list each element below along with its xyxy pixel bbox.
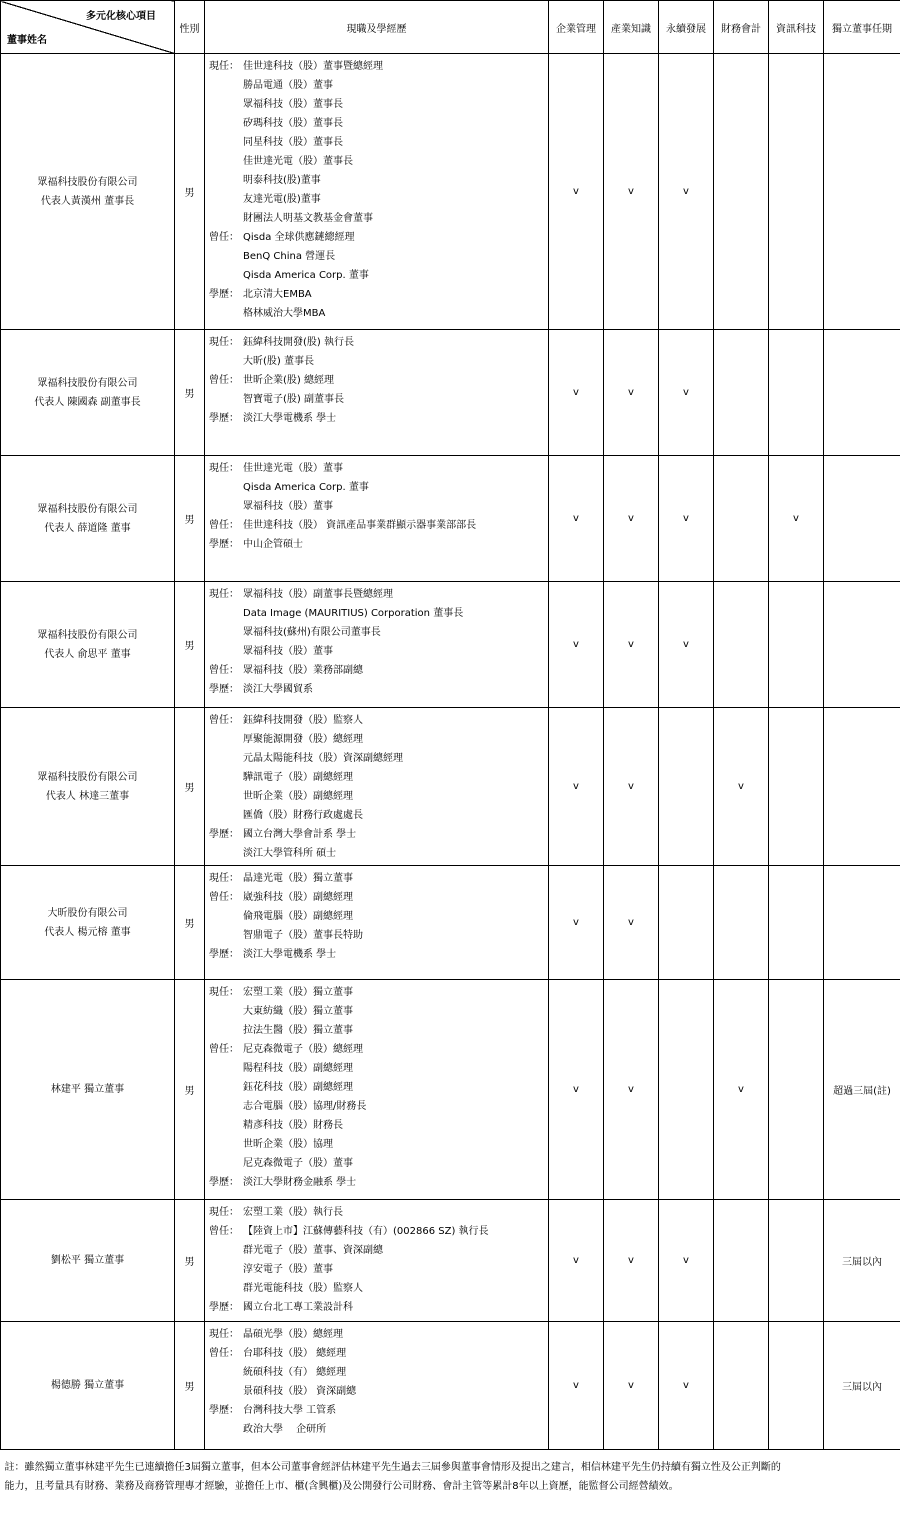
director-name-cell (1, 330, 175, 456)
experience-text: 匯僑（股）財務行政處處長 (243, 810, 363, 821)
information-technology-check (769, 54, 824, 330)
experience-line (209, 285, 548, 304)
experience-text: 尼克森微電子（股）董事 (243, 1158, 353, 1169)
information-technology-check (769, 1200, 824, 1322)
industry-knowledge-check: v (604, 582, 659, 708)
experience-text: 淡江大學電機系 學士 (243, 949, 336, 960)
experience-text: 拉法生醫（股）獨立董事 (243, 1025, 353, 1036)
industry-knowledge-check: v (604, 708, 659, 866)
experience-line (209, 1401, 548, 1420)
footnote-line: 能力，且考量具有財務、業務及商務管理專才經驗，並擔任上市、櫃(含興櫃)及公開發行公司財務、會計主管等累計8年以上資歷，能監督公司經營績效。 (5, 1477, 897, 1496)
director-representative: 代表人 林達三董事 (1, 787, 174, 806)
experience-line (209, 1222, 548, 1241)
business-management-check: v (549, 1322, 604, 1450)
experience-line (209, 371, 548, 390)
director-name-cell (1, 582, 175, 708)
finance-accounting-check (714, 866, 769, 980)
experience-line (209, 76, 548, 95)
experience-text: 鈺花科技（股）副總經理 (243, 1082, 353, 1093)
header-gender: 性別 (175, 1, 205, 54)
business-management-check: v (549, 866, 604, 980)
experience-line (209, 711, 548, 730)
industry-knowledge-check: v (604, 866, 659, 980)
experience-text: 眾福科技（股）業務部副總 (243, 665, 363, 676)
experience-cell (205, 980, 549, 1200)
experience-cell (205, 1200, 549, 1322)
experience-text: 統碩科技（有） 總經理 (243, 1367, 346, 1378)
experience-line (209, 1078, 548, 1097)
director-name-cell (1, 456, 175, 582)
experience-line (209, 1344, 548, 1363)
gender-cell: 男 (175, 330, 205, 456)
director-representative: 代表人 楊元榕 董事 (1, 923, 174, 942)
experience-text: 台灣科技大學 工管系 (243, 1405, 336, 1416)
information-technology-check (769, 1322, 824, 1450)
experience-line (209, 409, 548, 428)
experience-text: 世昕企業(股) 總經理 (243, 375, 334, 386)
experience-text: 佳世達科技（股）董事暨總經理 (243, 61, 383, 72)
experience-text: 志合電腦（股）協理/財務長 (243, 1101, 366, 1112)
experience-line (209, 516, 548, 535)
experience-line (209, 604, 548, 623)
experience-line (209, 661, 548, 680)
gender-cell: 男 (175, 54, 205, 330)
experience-text: 政治大學 企研所 (243, 1424, 326, 1435)
finance-accounting-check (714, 582, 769, 708)
director-name: 楊德勝 獨立董事 (1, 1376, 174, 1395)
table-row (1, 866, 900, 980)
experience-text: 淡江大學管科所 碩士 (243, 848, 336, 859)
director-representative: 代表人 薛道隆 董事 (1, 519, 174, 538)
experience-text: 世昕企業（股）副總經理 (243, 791, 353, 802)
experience-text: 鈺緯科技開發（股）監察人 (243, 715, 363, 726)
experience-text: 群光電子（股）董事、資深副總 (243, 1245, 383, 1256)
experience-label: 現任： (209, 1203, 243, 1222)
experience-cell (205, 330, 549, 456)
industry-knowledge-check: v (604, 1322, 659, 1450)
independent-term-cell (824, 708, 900, 866)
footnote (1, 1450, 900, 1514)
experience-text: 智寶電子(股) 副董事長 (243, 394, 344, 405)
experience-text: 佳世達科技（股） 資訊產品事業群顯示器事業部部長 (243, 520, 476, 531)
experience-line (209, 1260, 548, 1279)
experience-text: BenQ China 營運長 (243, 251, 335, 262)
experience-cell (205, 456, 549, 582)
experience-text: 眾福科技（股）副董事長暨總經理 (243, 589, 393, 600)
director-name: 眾福科技股份有限公司 (1, 626, 174, 645)
header-business-management: 企業管理 (549, 1, 604, 54)
industry-knowledge-check: v (604, 54, 659, 330)
director-representative: 代表人 陳國森 副董事長 (1, 393, 174, 412)
information-technology-check (769, 330, 824, 456)
experience-line (209, 623, 548, 642)
sustainability-check: v (659, 330, 714, 456)
experience-text: 國立台灣大學會計系 學士 (243, 829, 356, 840)
experience-line (209, 869, 548, 888)
experience-label: 曾任： (209, 228, 243, 247)
finance-accounting-check (714, 1322, 769, 1450)
finance-accounting-check: v (714, 980, 769, 1200)
experience-text: 智鼎電子（股）董事長特助 (243, 930, 363, 941)
experience-text: 財團法人明基文教基金會董事 (243, 213, 373, 224)
independent-term-cell: 超過三屆(註) (824, 980, 900, 1200)
experience-line (209, 114, 548, 133)
experience-label: 曾任： (209, 371, 243, 390)
experience-text: 鈺緯科技開發(股) 執行長 (243, 337, 354, 348)
business-management-check: v (549, 330, 604, 456)
experience-text: 北京清大EMBA (243, 289, 312, 300)
experience-label: 曾任： (209, 888, 243, 907)
experience-line (209, 844, 548, 863)
director-name: 劉松平 獨立董事 (1, 1251, 174, 1270)
independent-term-cell (824, 330, 900, 456)
director-name-cell (1, 866, 175, 980)
independent-term-cell (824, 456, 900, 582)
sustainability-check: v (659, 54, 714, 330)
director-name: 林建平 獨立董事 (1, 1080, 174, 1099)
experience-cell (205, 708, 549, 866)
experience-line (209, 680, 548, 699)
sustainability-check (659, 980, 714, 1200)
experience-label: 學歷： (209, 680, 243, 699)
independent-term-cell (824, 582, 900, 708)
experience-text: 佳世達光電（股）董事 (243, 463, 343, 474)
experience-line (209, 1325, 548, 1344)
finance-accounting-check (714, 1200, 769, 1322)
experience-label: 曾任： (209, 1344, 243, 1363)
experience-label: 曾任： (209, 711, 243, 730)
table-row (1, 456, 900, 582)
experience-line (209, 1298, 548, 1317)
experience-label: 現任： (209, 869, 243, 888)
experience-line (209, 1241, 548, 1260)
experience-text: 友達光電(股)董事 (243, 194, 321, 205)
director-name-cell (1, 708, 175, 866)
experience-label: 學歷： (209, 945, 243, 964)
header-information-technology: 資訊科技 (769, 1, 824, 54)
experience-line (209, 1382, 548, 1401)
footnote-line: 註：雖然獨立董事林建平先生已連續擔任3屆獨立董事，但本公司董事會經評估林建平先生過去三屆參與董事會情形及提出之建言，相信林建平先生仍持續有獨立性及公正判斷的 (5, 1458, 897, 1477)
independent-term-cell: 三屆以內 (824, 1200, 900, 1322)
experience-text: 大東紡織（股）獨立董事 (243, 1006, 353, 1017)
experience-label: 學歷： (209, 409, 243, 428)
experience-text: 群光電能科技（股）監察人 (243, 1283, 363, 1294)
header-experience: 現職及學經歷 (205, 1, 549, 54)
gender-cell: 男 (175, 456, 205, 582)
experience-label: 曾任： (209, 516, 243, 535)
experience-line (209, 825, 548, 844)
experience-text: 陽程科技（股）副總經理 (243, 1063, 353, 1074)
experience-label: 學歷： (209, 1401, 243, 1420)
sustainability-check: v (659, 456, 714, 582)
director-name-cell (1, 1322, 175, 1450)
experience-line (209, 133, 548, 152)
information-technology-check (769, 708, 824, 866)
industry-knowledge-check: v (604, 1200, 659, 1322)
experience-text: 同星科技（股）董事長 (243, 137, 343, 148)
experience-line (209, 1154, 548, 1173)
table-row (1, 980, 900, 1200)
experience-text: 世昕企業（股）協理 (243, 1139, 333, 1150)
experience-label: 曾任： (209, 1040, 243, 1059)
gender-cell: 男 (175, 1200, 205, 1322)
experience-label: 現任： (209, 333, 243, 352)
director-name-cell (1, 54, 175, 330)
experience-line (209, 1420, 548, 1439)
experience-line (209, 459, 548, 478)
experience-label: 曾任： (209, 661, 243, 680)
experience-line (209, 209, 548, 228)
experience-line (209, 497, 548, 516)
information-technology-check (769, 866, 824, 980)
business-management-check: v (549, 1200, 604, 1322)
gender-cell: 男 (175, 582, 205, 708)
header-finance-accounting: 財務會計 (714, 1, 769, 54)
experience-text: 淡江大學電機系 學士 (243, 413, 336, 424)
table-row (1, 1322, 900, 1450)
director-name-cell (1, 980, 175, 1200)
experience-line (209, 749, 548, 768)
information-technology-check (769, 980, 824, 1200)
gender-cell: 男 (175, 980, 205, 1200)
experience-text: 【陸資上市】江蘇傳藝科技（有）(002866 SZ) 執行長 (243, 1226, 489, 1237)
business-management-check: v (549, 980, 604, 1200)
business-management-check: v (549, 54, 604, 330)
experience-cell (205, 582, 549, 708)
experience-label: 學歷： (209, 1298, 243, 1317)
experience-label: 現任： (209, 459, 243, 478)
experience-line (209, 806, 548, 825)
experience-line (209, 304, 548, 323)
experience-cell (205, 1322, 549, 1450)
experience-line (209, 642, 548, 661)
experience-label: 現任： (209, 57, 243, 76)
independent-term-cell: 三屆以內 (824, 1322, 900, 1450)
director-name: 眾福科技股份有限公司 (1, 768, 174, 787)
header-director-name: 董事姓名 (7, 31, 47, 46)
experience-text: 淡江大學國貿系 (243, 684, 313, 695)
information-technology-check: v (769, 456, 824, 582)
experience-text: 倫飛電腦（股）副總經理 (243, 911, 353, 922)
sustainability-check (659, 708, 714, 866)
experience-text: Qisda America Corp. 董事 (243, 270, 369, 281)
experience-line (209, 1097, 548, 1116)
experience-line (209, 787, 548, 806)
experience-label: 學歷： (209, 285, 243, 304)
experience-text: 眾福科技（股）董事長 (243, 99, 343, 110)
experience-line (209, 152, 548, 171)
information-technology-check (769, 582, 824, 708)
experience-label: 學歷： (209, 1173, 243, 1192)
experience-line (209, 1363, 548, 1382)
experience-line (209, 352, 548, 371)
experience-text: 晶碩光學（股）總經理 (243, 1329, 343, 1340)
sustainability-check (659, 866, 714, 980)
experience-text: 精彥科技（股）財務長 (243, 1120, 343, 1131)
gender-cell: 男 (175, 708, 205, 866)
business-management-check: v (549, 708, 604, 866)
experience-text: 元晶太陽能科技（股）資深副總經理 (243, 753, 403, 764)
experience-line (209, 1021, 548, 1040)
industry-knowledge-check: v (604, 330, 659, 456)
table-row (1, 54, 900, 330)
director-name: 眾福科技股份有限公司 (1, 173, 174, 192)
finance-accounting-check (714, 54, 769, 330)
director-name-cell (1, 1200, 175, 1322)
independent-term-cell (824, 866, 900, 980)
table-row (1, 708, 900, 866)
industry-knowledge-check: v (604, 456, 659, 582)
experience-label: 現任： (209, 585, 243, 604)
table-row (1, 582, 900, 708)
experience-line (209, 57, 548, 76)
experience-line (209, 1279, 548, 1298)
experience-label: 曾任： (209, 1222, 243, 1241)
experience-line (209, 888, 548, 907)
sustainability-check: v (659, 1322, 714, 1450)
experience-line (209, 1203, 548, 1222)
experience-line (209, 1059, 548, 1078)
experience-line (209, 730, 548, 749)
table-row (1, 330, 900, 456)
experience-line (209, 1116, 548, 1135)
experience-cell (205, 866, 549, 980)
experience-text: Qisda 全球供應鏈總經理 (243, 232, 355, 243)
gender-cell: 男 (175, 1322, 205, 1450)
experience-text: 佳世達光電（股）董事長 (243, 156, 353, 167)
finance-accounting-check: v (714, 708, 769, 866)
experience-text: 國立台北工專工業設計科 (243, 1302, 353, 1313)
experience-label: 學歷： (209, 825, 243, 844)
header-industry-knowledge: 產業知識 (604, 1, 659, 54)
experience-text: 眾福科技(蘇州)有限公司董事長 (243, 627, 381, 638)
experience-text: Qisda America Corp. 董事 (243, 482, 369, 493)
experience-line (209, 333, 548, 352)
experience-text: 宏塑工業（股）執行長 (243, 1207, 343, 1218)
experience-line (209, 171, 548, 190)
experience-text: 宏塑工業（股）獨立董事 (243, 987, 353, 998)
experience-cell (205, 54, 549, 330)
experience-line (209, 266, 548, 285)
experience-line (209, 535, 548, 554)
header-independent-term: 獨立董事任期 (824, 1, 900, 54)
header-corner-cell (1, 1, 175, 54)
experience-line (209, 907, 548, 926)
finance-accounting-check (714, 330, 769, 456)
director-name: 眾福科技股份有限公司 (1, 374, 174, 393)
experience-line (209, 768, 548, 787)
experience-text: 驊訊電子（股）副總經理 (243, 772, 353, 783)
finance-accounting-check (714, 456, 769, 582)
experience-text: 勝品電通（股）董事 (243, 80, 333, 91)
director-representative: 代表人 俞思平 董事 (1, 645, 174, 664)
experience-line (209, 1040, 548, 1059)
experience-text: 景碩科技（股） 資深副總 (243, 1386, 356, 1397)
note-row (1, 1450, 900, 1514)
experience-text: 尼克森微電子（股）總經理 (243, 1044, 363, 1055)
business-management-check: v (549, 582, 604, 708)
experience-line (209, 1002, 548, 1021)
experience-text: 淳安電子（股）董事 (243, 1264, 333, 1275)
experience-text: 崴強科技（股）副總經理 (243, 892, 353, 903)
business-management-check: v (549, 456, 604, 582)
experience-line (209, 1135, 548, 1154)
sustainability-check: v (659, 1200, 714, 1322)
experience-text: Data Image (MAURITIUS) Corporation 董事長 (243, 608, 463, 619)
table-row (1, 1200, 900, 1322)
experience-text: 大昕(股) 董事長 (243, 356, 314, 367)
director-representative: 代表人黃漢州 董事長 (1, 192, 174, 211)
experience-text: 眾福科技（股）董事 (243, 646, 333, 657)
header-diversity-items: 多元化核心項目 (86, 7, 156, 22)
experience-line (209, 478, 548, 497)
experience-line (209, 390, 548, 409)
header-sustainability: 永續發展 (659, 1, 714, 54)
gender-cell: 男 (175, 866, 205, 980)
experience-line (209, 945, 548, 964)
experience-text: 矽瑪科技（股）董事長 (243, 118, 343, 129)
experience-line (209, 190, 548, 209)
experience-text: 厚聚能源開發（股）總經理 (243, 734, 363, 745)
experience-line (209, 228, 548, 247)
experience-text: 中山企管碩士 (243, 539, 303, 550)
experience-text: 眾福科技（股）董事 (243, 501, 333, 512)
experience-label: 現任： (209, 1325, 243, 1344)
experience-line (209, 983, 548, 1002)
independent-term-cell (824, 54, 900, 330)
experience-line (209, 926, 548, 945)
experience-line (209, 585, 548, 604)
experience-label: 學歷： (209, 535, 243, 554)
sustainability-check: v (659, 582, 714, 708)
experience-label: 現任： (209, 983, 243, 1002)
table-body (1, 54, 900, 1450)
experience-text: 格林威治大學MBA (243, 308, 325, 319)
experience-line (209, 247, 548, 266)
experience-text: 明泰科技(股)董事 (243, 175, 321, 186)
experience-text: 晶達光電（股）獨立董事 (243, 873, 353, 884)
industry-knowledge-check: v (604, 980, 659, 1200)
experience-text: 淡江大學財務金融系 學士 (243, 1177, 356, 1188)
experience-line (209, 1173, 548, 1192)
director-name: 眾福科技股份有限公司 (1, 500, 174, 519)
header-row (1, 1, 900, 54)
director-name: 大昕股份有限公司 (1, 904, 174, 923)
experience-text: 台耶科技（股） 總經理 (243, 1348, 346, 1359)
experience-line (209, 95, 548, 114)
